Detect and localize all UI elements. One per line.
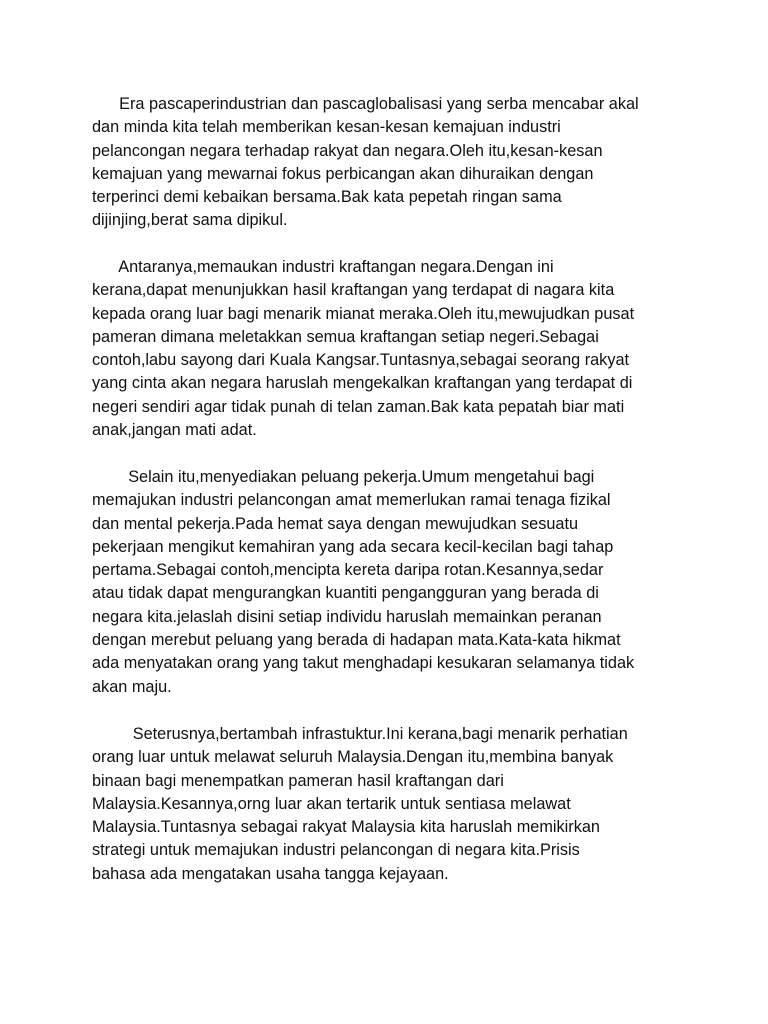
text-line: negeri sendiri agar tidak punah di telan zaman.Bak kata pepatah biar mati	[92, 397, 625, 416]
text-line: Malaysia.Kesannya,orng luar akan tertarik untuk sentiasa melawat	[92, 794, 571, 813]
text-line: negara kita.jelaslah disini setiap individu haruslah memainkan peranan	[92, 607, 602, 626]
text-line: dan minda kita telah memberikan kesan-kesan kemajuan industri	[92, 118, 561, 137]
text-line: Selain itu,menyediakan peluang pekerja.Umum mengetahui bagi	[92, 468, 595, 486]
text-line: atau tidak dapat mengurangkan kuantiti pengangguran yang berada di	[92, 584, 599, 603]
text-line: anak,jangan mati adat.	[92, 421, 257, 440]
text-line: yang cinta akan negara haruslah mengekalkan kraftangan yang terdapat di	[92, 374, 633, 393]
text-line: strategi untuk memajukan industri pelancongan di negara kita.Prisis	[92, 841, 580, 860]
text-line: Malaysia.Tuntasnya sebagai rakyat Malaysia kita haruslah memikirkan	[92, 818, 600, 837]
text-line: kerana,dapat menunjukkan hasil kraftangan yang terdapat di nagara kita	[92, 281, 615, 300]
text-line: dengan merebut peluang yang berada di hadapan mata.Kata-kata hikmat	[92, 631, 621, 650]
text-line: Seterusnya,bertambah infrastuktur.Ini kerana,bagi menarik perhatian	[92, 725, 628, 743]
text-line: contoh,labu sayong dari Kuala Kangsar.Tuntasnya,sebagai seorang rakyat	[92, 351, 630, 370]
text-line: pertama.Sebagai contoh,mencipta kereta daripa rotan.Kesannya,sedar	[92, 561, 604, 580]
text-line: pekerjaan mengikut kemahiran yang ada secara kecil-kecilan bagi tahap	[92, 537, 614, 556]
text-line: binaan bagi menempatkan pameran hasil kraftangan dari	[92, 771, 504, 790]
paragraph-infrastruktur	[92, 723, 712, 886]
text-line: kemajuan yang mewarnai fokus perbicangan akan dihuraikan dengan	[92, 164, 594, 183]
text-line: pelancongan negara terhadap rakyat dan negara.Oleh itu,kesan-kesan	[92, 141, 603, 160]
paragraph-peluang-pekerja	[92, 466, 712, 699]
text-line: ada menyatakan orang yang takut menghadapi kesukaran selamanya tidak	[92, 654, 635, 673]
text-line: terperinci demi kebaikan bersama.Bak kata pepetah ringan sama	[92, 188, 562, 207]
paragraph-kraftangan	[92, 256, 712, 442]
text-line: Era pascaperindustrian dan pascaglobalisasi yang serba mencabar akal	[92, 95, 639, 113]
text-line: dan mental pekerja.Pada hemat saya dengan mewujudkan sesuatu	[92, 514, 579, 533]
text-line: memajukan industri pelancongan amat memerlukan ramai tenaga fizikal	[92, 491, 611, 510]
text-line: orang luar untuk melawat seluruh Malaysia.Dengan itu,membina banyak	[92, 748, 614, 767]
text-line: pameran dimana meletakkan semua kraftangan setiap negeri.Sebagai	[92, 327, 599, 346]
text-line: Antaranya,memaukan industri kraftangan negara.Dengan ini	[92, 258, 554, 276]
text-line: dijinjing,berat sama dipikul.	[92, 211, 288, 230]
text-line: kepada orang luar bagi menarik mianat meraka.Oleh itu,mewujudkan pusat	[92, 304, 635, 323]
text-line: akan maju.	[92, 677, 172, 696]
paragraph-introduction	[92, 93, 712, 233]
text-line: bahasa ada mengatakan usaha tangga kejayaan.	[92, 864, 449, 883]
